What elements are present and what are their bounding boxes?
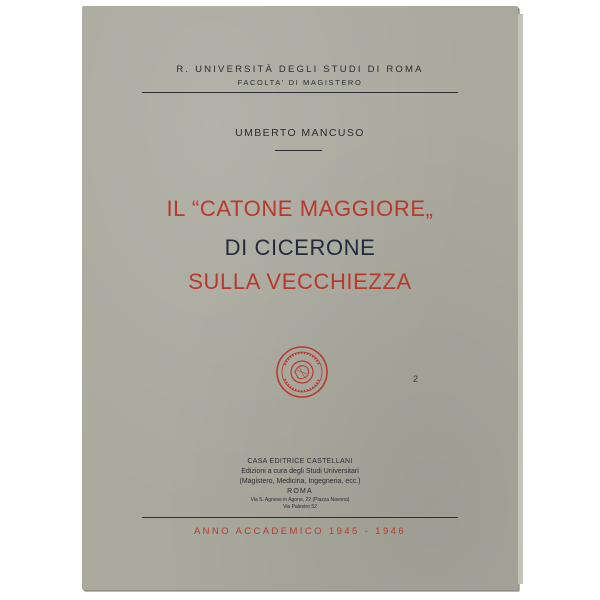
title-line-3: SULLA VECCHIEZZA	[188, 269, 412, 294]
publisher-address-2: Via Palestro 52	[283, 504, 317, 510]
library-stamp-icon	[275, 345, 329, 399]
publisher-address-1: Via S. Agnese in Agone, 22 (Piazza Navona)	[250, 497, 350, 503]
university-name: R. UNIVERSITÀ DEGLI STUDI DI ROMA	[176, 64, 424, 75]
book-cover	[82, 6, 518, 590]
author-divider	[275, 150, 322, 151]
subjects-note: (Magistero, Medicina, Ingegneria, ecc.)	[239, 478, 361, 485]
title-line-1: IL “CATONE MAGGIORE„	[166, 196, 434, 221]
title-line-2: DI CICERONE	[224, 235, 376, 260]
top-divider	[142, 92, 458, 93]
margin-mark: 2	[413, 374, 419, 384]
academic-year: ANNO ACCADEMICO 1945 - 1946	[193, 526, 407, 537]
bottom-divider	[142, 517, 458, 518]
edition-note: Edizioni a cura degli Studi Universitari	[241, 468, 359, 475]
author-name: UMBERTO MANCUSO	[235, 127, 365, 139]
faculty-name: FACOLTA' DI MAGISTERO	[237, 78, 363, 87]
publisher-name: CASA EDITRICE CASTELLANI	[247, 458, 353, 465]
publisher-city: ROMA	[287, 488, 313, 495]
